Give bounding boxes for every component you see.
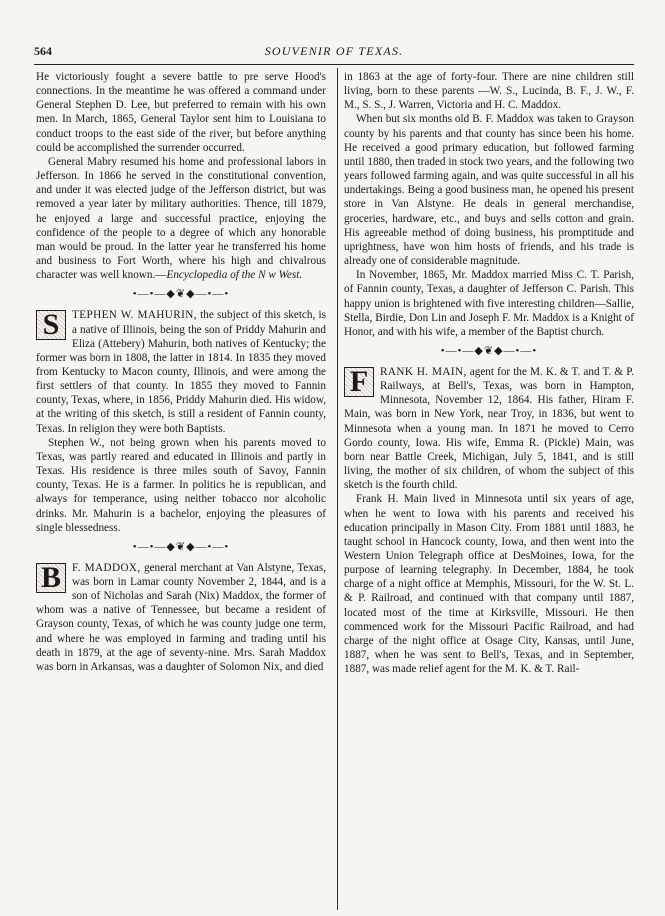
mabry-citation: Encyclopedia of the N w West. [166,269,303,282]
main-sketch [344,365,634,676]
right-column [344,70,634,910]
mahurin-paragraph-1 [36,308,326,435]
mahurin-drop-cap: S [36,310,66,340]
maddox-paragraph-4: In November, 1865, Mr. Maddox married Miss C. T. Parish, of Fannin county, Texas, a daughter of Jefferson C. Parish. This happy union is brightened with five interesting children—Sallie, Stella, Birdie, Don Lin and Joseph F. Mr. Maddox is a Knight of Honor, and with his wife, a member of the Baptist church. [344,269,634,338]
maddox-paragraph-2: in 1863 at the age of forty-four. There are nine children still living, born to these parents —W. S., Lucinda, B. F., J. W., F. M., S. S., J. Warren, Victoria and H. C. Maddox. [344,71,634,112]
maddox-sketch [36,561,326,674]
maddox-name: F. MADDOX, [72,561,141,574]
mabry-paragraph-2 [36,155,326,282]
section-ornament: •—•—◆❦◆—•—• [440,344,538,357]
maddox-drop-cap: B [36,563,66,593]
mahurin-name: TEPHEN W. MAHURIN, [72,309,197,322]
left-column [36,70,326,910]
mabry-paragraph-2-text: General Mabry resumed his home and professional labors in Jefferson. In 1866 he served in the constitutional convention, and under it was elected judge of the Jefferson district, but was removed a year later by military authorities. Thence, till 1879, he enjoyed a large and successful practice, enjoying the confidence of the people to a degree of which any honorable man would be proud. In the latter year he transferred his home and business to Fort Worth, where his high and chivalrous character was well known.— [36,155,326,282]
page-number: 564 [34,44,52,58]
column-divider [337,68,338,910]
mahurin-sketch [36,308,326,535]
main-paragraph-2: Frank H. Main lived in Minnesota until six years of age, when he went to Iowa with his parents and received his education principally in Mason City. From 1881 until 1883, he taught school in Hancock county, Iowa, and then went into the Western Union Telegraph office at DesMoines, Iowa, for the purpose of learning telegraphy. In December, 1884, he took charge of a night office at Memphis, Missouri, for the W. St. L. & P. Railroad, and continued with that company until 1887, located most of the time at Kirksville, Missouri. He then commenced work for the Missouri Pacific Railroad, and had charge of the night office at Osage City, Kansas, until June, 1887, when he was sent to Bell's, Texas, and in September, 1887, was made relief agent for the M. K. & T. Rail- [344,493,634,676]
section-ornament: •—•—◆❦◆—•—• [132,540,230,553]
mabry-paragraph-1: He victoriously fought a severe battle to pre serve Hood's connections. In the meantime he was offered a command under General Stephen D. Lee, but preferred to remain with his own men. In March, 1865, General Taylor sent him to Louisiana to conduct troops to the east side of the river, but before anything could be accomplished the surrender occurred. [36,71,326,154]
main-name: RANK H. MAIN, [380,365,467,378]
mahurin-paragraph-2: Stephen W., not being grown when his parents moved to Texas, was partly reared and educated in Illinois and partly in Texas. His residence is three miles south of Savoy, Fannin county, Texas. He is a farmer. In politics he is republican, and always for temperance, using neither tobacco nor alcoholic drinks. Mr. Mahurin is a bachelor, enjoying the pleasures of single blessedness. [36,436,326,534]
maddox-body: general merchant at Van Alstyne, Texas, was born in Lamar county November 2, 1844, and is a son of Nicholas and Sarah (Nix) Maddox, the former of whom was a native of Tennessee, but became a resident of Grayson county, Texas, of which he was county judge one term, and where he was employed in farming and trading until his death in 1879, at the age of seventy-nine. Mrs. Sarah Maddox was born in Arkansas, was a daughter of Solomon Nix, and died [36,561,326,673]
main-drop-cap: F [344,367,374,397]
section-ornament: •—•—◆❦◆—•—• [132,288,230,301]
maddox-paragraph-3: When but six months old B. F. Maddox was taken to Grayson county by his parents and that county has since been his home. He received a good primary education, but followed farming until 1880, then traded in stock two years, and the following two years followed farming again, and was quite successful in all his undertakings. Being a good business man, he opened his present store in Van Alstyne. He deals in general merchandise, groceries, hardware, etc., and buys and sells cotton and grain. His agreeable method of doing business, his promptitude and uprightness, have won him hosts of friends, and his trade is already one of considerable magnitude. [344,113,634,268]
running-title: SOUVENIR OF TEXAS. [264,44,404,58]
header-rule [34,64,634,65]
maddox-paragraph-1 [36,561,326,674]
main-paragraph-1 [344,365,634,492]
main-body: agent for the M. K. & T. and T. & P. Railways, at Bell's, Texas, was born in Hampton, Minnesota, November 12, 1864. His father, Hiram F. Main, was born in New York, near Troy, in 1836, but went to Minnesota when a young man. In 1871 he moved to Cerro Gordo county, Iowa. His wife, Emma R. (Pickle) Main, was born near Battle Creek, Michigan, July 5, 1841, and is still living, the mother of six children, of whom the subject of this sketch is the fourth child. [344,365,634,492]
page-header [34,44,634,62]
mahurin-body: the subject of this sketch, is a native of Illinois, being the son of Priddy Mahurin and Eliza (Attebery) Mahurin, both natives of Kentucky; the former was born in 1808, the latter in 1814. In 1835 they moved from Kentucky to Macon county, Illinois, and were among the first settlers of that county. In 1855 they moved to Fannin county, Texas, where, in 1856, Priddy Mahurin died. His widow, at the writing of this sketch, is still a resident of Fannin county, Texas. In religion they were both Baptists. [36,309,326,435]
